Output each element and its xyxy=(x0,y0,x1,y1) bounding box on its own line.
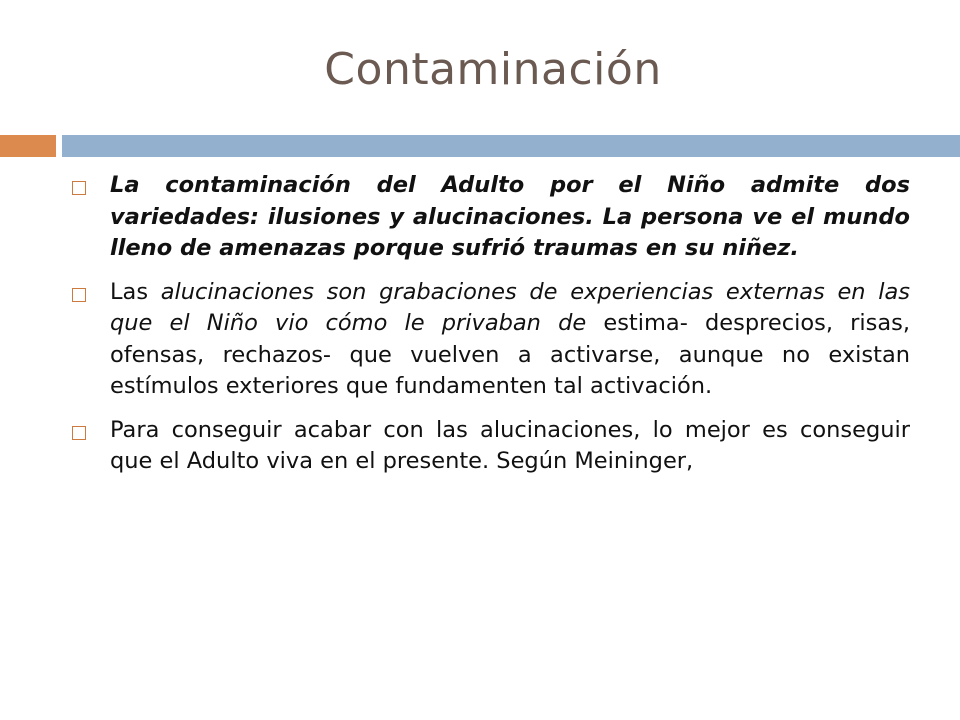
square-bullet-icon xyxy=(72,181,86,195)
bullet-text-italic: alucinaciones son grabaciones de experiencias externas en las que el Niño vio cómo le privaban de xyxy=(110,278,911,336)
bullet-text: La contaminación del Adulto por el Niño admite dos variedades: ilusiones y alucinaciones. La persona ve el mundo lleno de amenazas porque sufrió traumas en su niñez. xyxy=(110,172,910,261)
bullet-text: Para conseguir acabar con las alucinaciones, lo mejor es conseguir que el Adulto viva en el presente. Según Meininger, xyxy=(110,416,910,474)
slide-content xyxy=(72,170,910,490)
bullet-item xyxy=(72,170,910,265)
bullet-text-part: estima- desprecios, risas, ofensas, rechazos- que vuelven a activarse, aunque no existan estímulos exteriores que fundamenten tal activación. xyxy=(110,310,911,399)
bullet-text xyxy=(110,277,910,403)
square-bullet-icon xyxy=(72,288,86,302)
square-bullet-icon xyxy=(72,426,86,440)
title-divider-bar xyxy=(62,135,960,157)
slide-title: Contaminación xyxy=(324,44,662,95)
bullet-text-part: Las xyxy=(110,278,161,305)
title-divider-accent xyxy=(0,135,56,157)
bullet-item xyxy=(72,277,910,403)
bullet-item xyxy=(72,415,910,478)
